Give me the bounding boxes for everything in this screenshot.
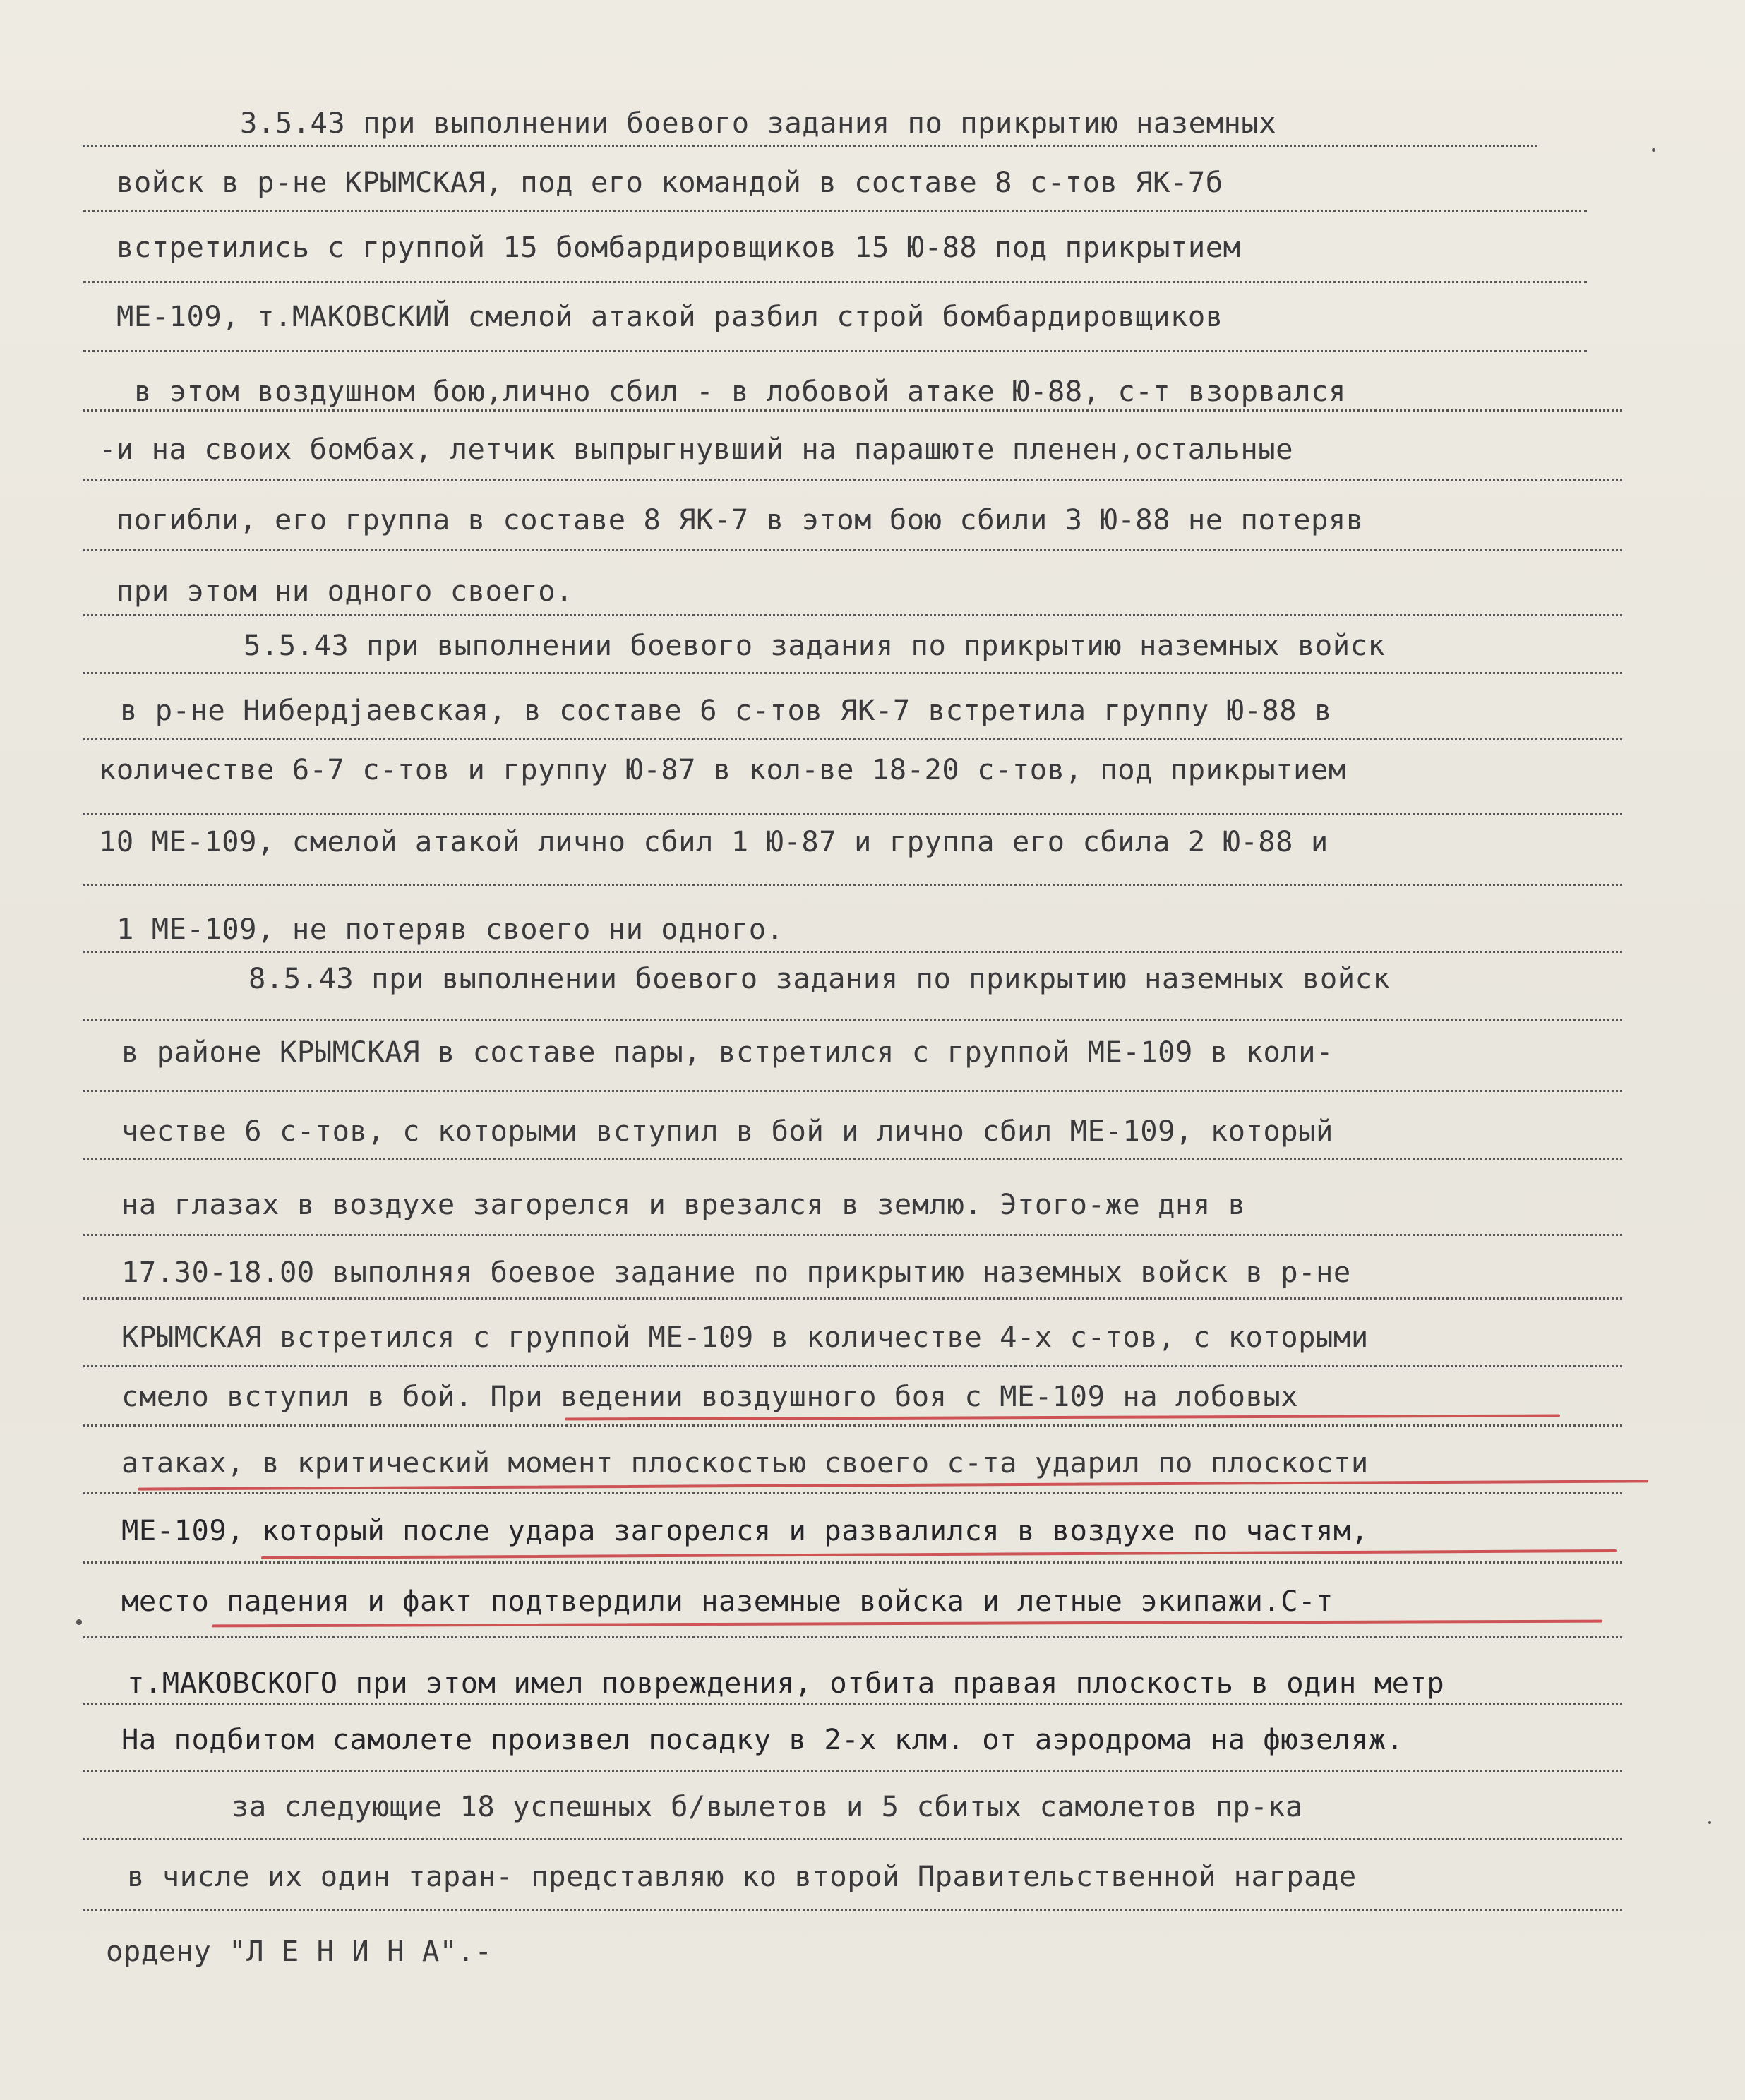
- dotted-rule: [83, 1492, 1622, 1494]
- text-line: место падения и факт подтвердили наземные войска и летные экипажи.С-т: [121, 1584, 1333, 1618]
- text-line: МЕ-109, который после удара загорелся и развалился в воздухе по частям,: [121, 1513, 1369, 1547]
- dotted-rule: [83, 1090, 1622, 1092]
- text-line: количестве 6-7 с-тов и группу Ю-87 в кол-ве 18-20 с-тов, под прикрытием: [99, 752, 1346, 786]
- text-line: встретились с группой 15 бомбардировщиков 15 Ю-88 под прикрытием: [116, 230, 1241, 264]
- text-line: 17.30-18.00 выполняя боевое задание по прикрытию наземных войск в р-не: [121, 1255, 1351, 1289]
- dotted-rule: [83, 738, 1622, 740]
- dotted-rule: [83, 210, 1587, 212]
- text-line: в этом воздушном бою,лично сбил - в лобовой атаке Ю-88, с-т взорвался: [134, 374, 1346, 408]
- dotted-rule: [83, 614, 1622, 616]
- dotted-rule: [83, 951, 1622, 953]
- text-line: погибли, его группа в составе 8 ЯК-7 в этом бою сбили 3 Ю-88 не потеряв: [116, 503, 1364, 536]
- text-line: при этом ни одного своего.: [116, 574, 573, 608]
- dotted-rule: [83, 1838, 1622, 1840]
- text-line: 5.5.43 при выполнении боевого задания по прикрытию наземных войск: [244, 628, 1386, 662]
- text-line: 3.5.43 при выполнении боевого задания по прикрытию наземных: [240, 106, 1277, 140]
- dotted-rule: [83, 1365, 1622, 1367]
- dotted-rule: [83, 813, 1622, 815]
- red-underline: [565, 1415, 1560, 1421]
- text-line: в числе их один таран- представляю ко второй Правительственной награде: [127, 1859, 1357, 1893]
- text-line: 10 МЕ-109, смелой атакой лично сбил 1 Ю-87 и группа его сбила 2 Ю-88 и: [99, 824, 1329, 858]
- text-line: войск в р-не КРЫМСКАЯ, под его командой в составе 8 с-тов ЯК-7б: [116, 165, 1223, 199]
- dotted-rule: [83, 1636, 1622, 1638]
- text-line: за следующие 18 успешных б/вылетов и 5 сбитых самолетов пр-ка: [232, 1789, 1303, 1823]
- dotted-rule: [83, 1909, 1622, 1911]
- red-underline: [261, 1549, 1617, 1559]
- ink-speck: [1708, 1821, 1711, 1824]
- dotted-rule: [83, 145, 1537, 147]
- ink-speck: [76, 1619, 82, 1625]
- red-underline: [212, 1620, 1602, 1628]
- text-line: 1 МЕ-109, не потеряв своего ни одного.: [116, 912, 784, 946]
- dotted-rule: [83, 1158, 1622, 1160]
- dotted-rule: [83, 1770, 1622, 1772]
- dotted-rule: [83, 672, 1622, 674]
- text-line: смело вступил в бой. При ведении воздушного боя с МЕ-109 на лобовых: [121, 1379, 1299, 1413]
- ink-speck: [1652, 148, 1655, 152]
- dotted-rule: [83, 549, 1622, 551]
- dotted-rule: [83, 1297, 1622, 1300]
- text-line: МЕ-109, т.МАКОВСКИЙ смелой атакой разбил строй бомбардировщиков: [116, 299, 1223, 333]
- text-line: 8.5.43 при выполнении боевого задания по прикрытию наземных войск: [248, 961, 1391, 995]
- text-line: ордену "Л Е Н И Н А".-: [106, 1934, 493, 1968]
- dotted-rule: [83, 1424, 1622, 1427]
- text-line: в р-не Нибердjaевская, в составе 6 с-тов ЯК-7 встретила группу Ю-88 в: [120, 693, 1332, 727]
- text-line: На подбитом самолете произвел посадку в 2-х клм. от аэродрома на фюзеляж.: [121, 1722, 1404, 1756]
- text-line: -и на своих бомбах, летчик выпрыгнувший на парашюте пленен,остальные: [99, 432, 1294, 466]
- dotted-rule: [83, 1234, 1622, 1236]
- dotted-rule: [83, 479, 1622, 481]
- text-line: т.МАКОВСКОГО при этом имел повреждения, отбита правая плоскость в один метр: [127, 1666, 1445, 1700]
- text-line: честве 6 с-тов, с которыми вступил в бой и лично сбил МЕ-109, который: [121, 1114, 1333, 1148]
- dotted-rule: [83, 350, 1587, 352]
- dotted-rule: [83, 1019, 1622, 1021]
- dotted-rule: [83, 1561, 1622, 1564]
- dotted-rule: [83, 409, 1622, 412]
- red-underline: [138, 1480, 1648, 1490]
- dotted-rule: [83, 281, 1587, 283]
- dotted-rule: [83, 1703, 1622, 1705]
- dotted-rule: [83, 884, 1622, 886]
- text-line: атаках, в критический момент плоскостью своего с-та ударил по плоскости: [121, 1446, 1369, 1480]
- text-line: на глазах в воздухе загорелся и врезался в землю. Этого-же дня в: [121, 1187, 1246, 1221]
- text-line: в районе КРЫМСКАЯ в составе пары, встретился с группой МЕ-109 в коли-: [121, 1035, 1333, 1069]
- text-line: КРЫМСКАЯ встретился с группой МЕ-109 в количестве 4-х с-тов, с которыми: [121, 1320, 1369, 1354]
